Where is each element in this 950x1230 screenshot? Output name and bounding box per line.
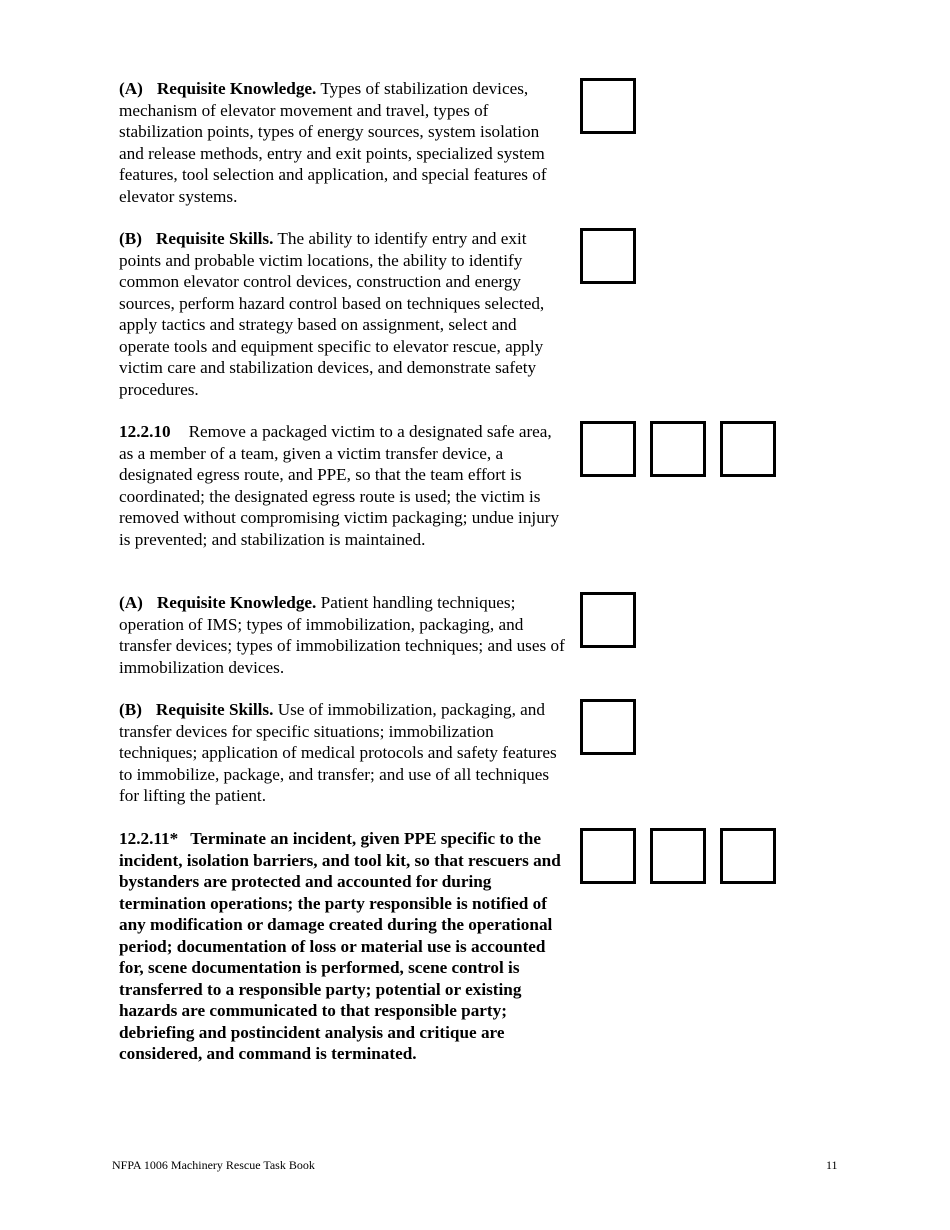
section-requisite-skills-elevator bbox=[119, 228, 567, 400]
signoff-checkbox[interactable] bbox=[720, 828, 776, 884]
signoff-boxes bbox=[580, 421, 776, 477]
section-label: (A) bbox=[119, 593, 143, 612]
signoff-boxes bbox=[580, 699, 636, 755]
section-heading: Requisite Skills. bbox=[155, 700, 274, 719]
section-requisite-knowledge-elevator bbox=[119, 78, 567, 207]
signoff-boxes bbox=[580, 78, 636, 134]
section-heading: Requisite Knowledge. bbox=[156, 79, 317, 98]
jpr-12-2-10 bbox=[119, 421, 567, 550]
section-text: Use of immobilization, packaging, and transfer devices for specific situations; immobilization techniques; application of medical protocols and safety features to immobilize, package, and transfer; and use of all techniques for lifting the patient. bbox=[119, 700, 557, 805]
signoff-boxes bbox=[580, 228, 636, 284]
page-number: 11 bbox=[826, 1158, 838, 1172]
signoff-checkbox[interactable] bbox=[650, 828, 706, 884]
jpr-text: Remove a packaged victim to a designated safe area, as a member of a team, given a victim transfer device, a designated egress route, and PPE, so that the team effort is coordinated; the designated egress route is used; the victim is removed without compromising victim packaging; undue injury is prevented; and stabilization is maintained. bbox=[119, 422, 560, 549]
jpr-number: 12.2.10 bbox=[119, 422, 171, 441]
signoff-checkbox[interactable] bbox=[580, 228, 636, 284]
jpr-12-2-11 bbox=[119, 828, 567, 1065]
section-heading: Requisite Knowledge. bbox=[156, 593, 317, 612]
jpr-number: 12.2.11* bbox=[119, 829, 179, 848]
section-label: (B) bbox=[119, 700, 142, 719]
footer-title: NFPA 1006 Machinery Rescue Task Book bbox=[112, 1158, 315, 1172]
signoff-checkbox[interactable] bbox=[580, 421, 636, 477]
signoff-checkbox[interactable] bbox=[580, 78, 636, 134]
signoff-checkbox[interactable] bbox=[580, 828, 636, 884]
section-text: The ability to identify entry and exit points and probable victim locations, the ability to identify common elevator control devices, construction and energy sources, perform hazard control based on techniques selected, apply tactics and strategy based on assignment, select and operate tools and equipment specific to elevator rescue, apply victim care and stabilization devices, and demonstrate safety procedures. bbox=[119, 229, 545, 399]
section-heading: Requisite Skills. bbox=[155, 229, 274, 248]
signoff-checkbox[interactable] bbox=[720, 421, 776, 477]
section-requisite-skills-patient bbox=[119, 699, 567, 807]
section-requisite-knowledge-patient bbox=[119, 592, 567, 678]
signoff-boxes bbox=[580, 592, 636, 648]
signoff-boxes bbox=[580, 828, 776, 884]
signoff-checkbox[interactable] bbox=[580, 592, 636, 648]
signoff-checkbox[interactable] bbox=[650, 421, 706, 477]
section-label: (B) bbox=[119, 229, 142, 248]
section-text: Types of stabilization devices, mechanism of elevator movement and travel, types of stabilization points, types of energy sources, system isolation and release methods, entry and exit points, specialized system features, tool selection and application, and special features of elevator systems. bbox=[119, 79, 547, 206]
section-text: Patient handling techniques; operation of IMS; types of immobilization, packaging, and transfer devices; types of immobilization techniques; and uses of immobilization devices. bbox=[119, 593, 565, 677]
section-label: (A) bbox=[119, 79, 143, 98]
signoff-checkbox[interactable] bbox=[580, 699, 636, 755]
jpr-text: Terminate an incident, given PPE specific to the incident, isolation barriers, and tool kit, so that rescuers and bystanders are protected and accounted for during termination operations; the party responsible is notified of any modification or damage created during the operational period; documentation of loss or material use is accounted for, scene documentation is performed, scene control is transferred to a responsible party; potential or existing hazards are communicated to that responsible party; debriefing and postincident analysis and critique are considered, and command is terminated. bbox=[119, 829, 561, 1063]
